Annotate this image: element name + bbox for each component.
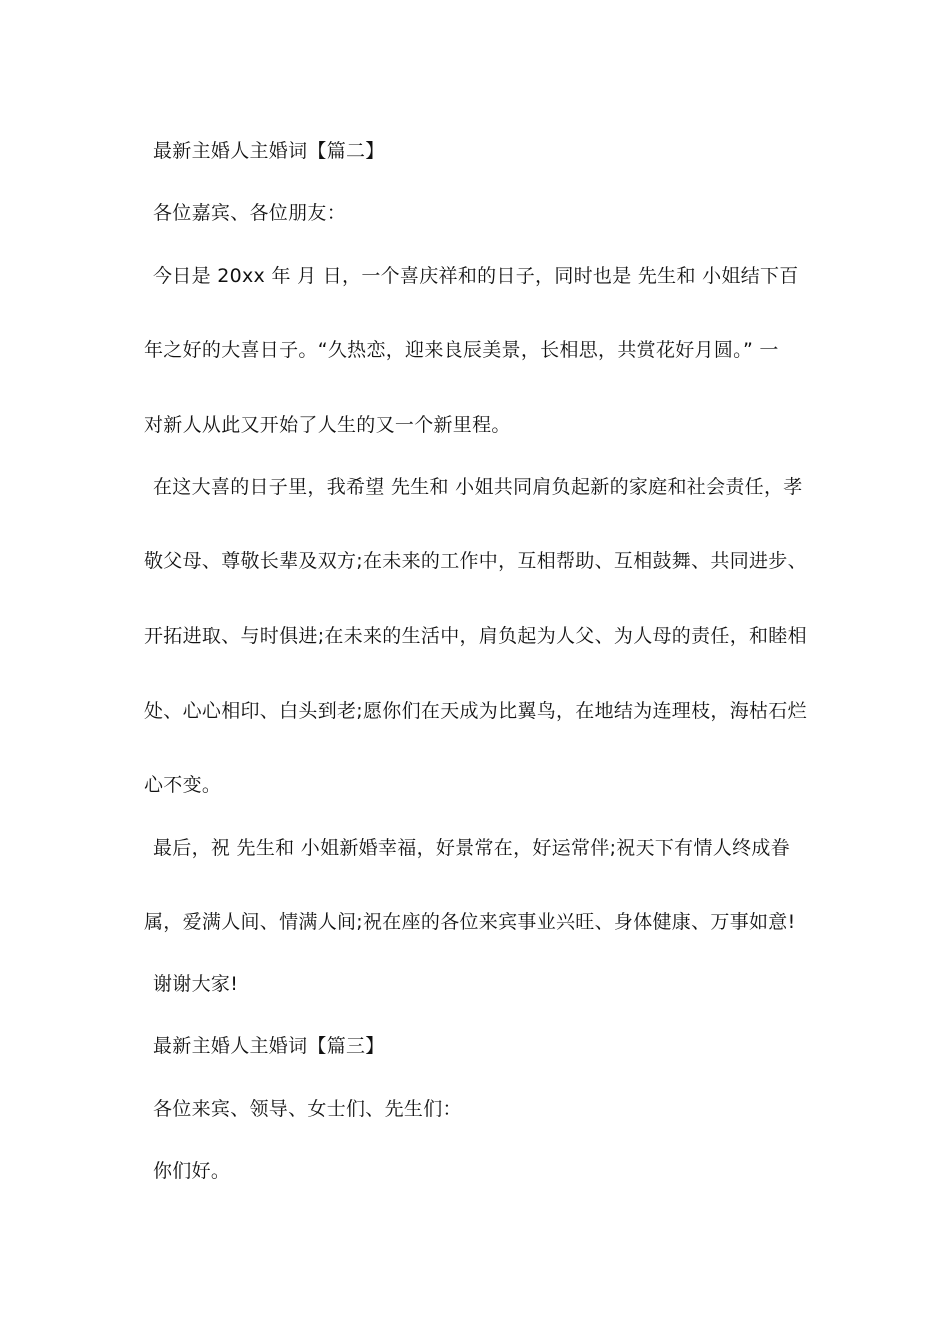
paragraph-line: 在这大喜的日子里，我希望 先生和 小姐共同肩负起新的家庭和社会责任，孝 xyxy=(153,476,803,498)
paragraph-line: 敬父母、尊敬长辈及双方;在未来的工作中，互相帮助、互相鼓舞、共同进步、 xyxy=(144,550,807,572)
paragraph-line: 最后，祝 先生和 小姐新婚幸福，好景常在，好运常伴;祝天下有情人终成眷 xyxy=(153,837,790,859)
salutation: 各位来宾、领导、女士们、先生们： xyxy=(153,1098,462,1120)
salutation: 各位嘉宾、各位朋友： xyxy=(153,202,347,224)
paragraph-line: 今日是 20xx 年 月 日，一个喜庆祥和的日子，同时也是 先生和 小姐结下百 xyxy=(153,265,799,287)
paragraph-line: 开拓进取、与时俱进;在未来的生活中，肩负起为人父、为人母的责任，和睦相 xyxy=(144,625,807,647)
greeting-line: 你们好。 xyxy=(153,1160,231,1182)
paragraph-line: 处、心心相印、白头到老;愿你们在天成为比翼鸟，在地结为连理枝，海枯石烂 xyxy=(144,700,807,722)
section-heading-part-two: 最新主婚人主婚词【篇二】 xyxy=(153,140,385,162)
section-heading-part-three: 最新主婚人主婚词【篇三】 xyxy=(153,1035,385,1057)
paragraph-line: 心不变。 xyxy=(144,774,222,796)
paragraph-line: 属，爱满人间、情满人间;祝在座的各位来宾事业兴旺、身体健康、万事如意! xyxy=(144,911,796,933)
paragraph-line: 年之好的大喜日子。“久热恋，迎来良辰美景，长相思，共赏花好月圆。” 一 xyxy=(144,339,779,361)
paragraph-line: 对新人从此又开始了人生的又一个新里程。 xyxy=(144,414,511,436)
closing-line: 谢谢大家! xyxy=(153,973,239,995)
